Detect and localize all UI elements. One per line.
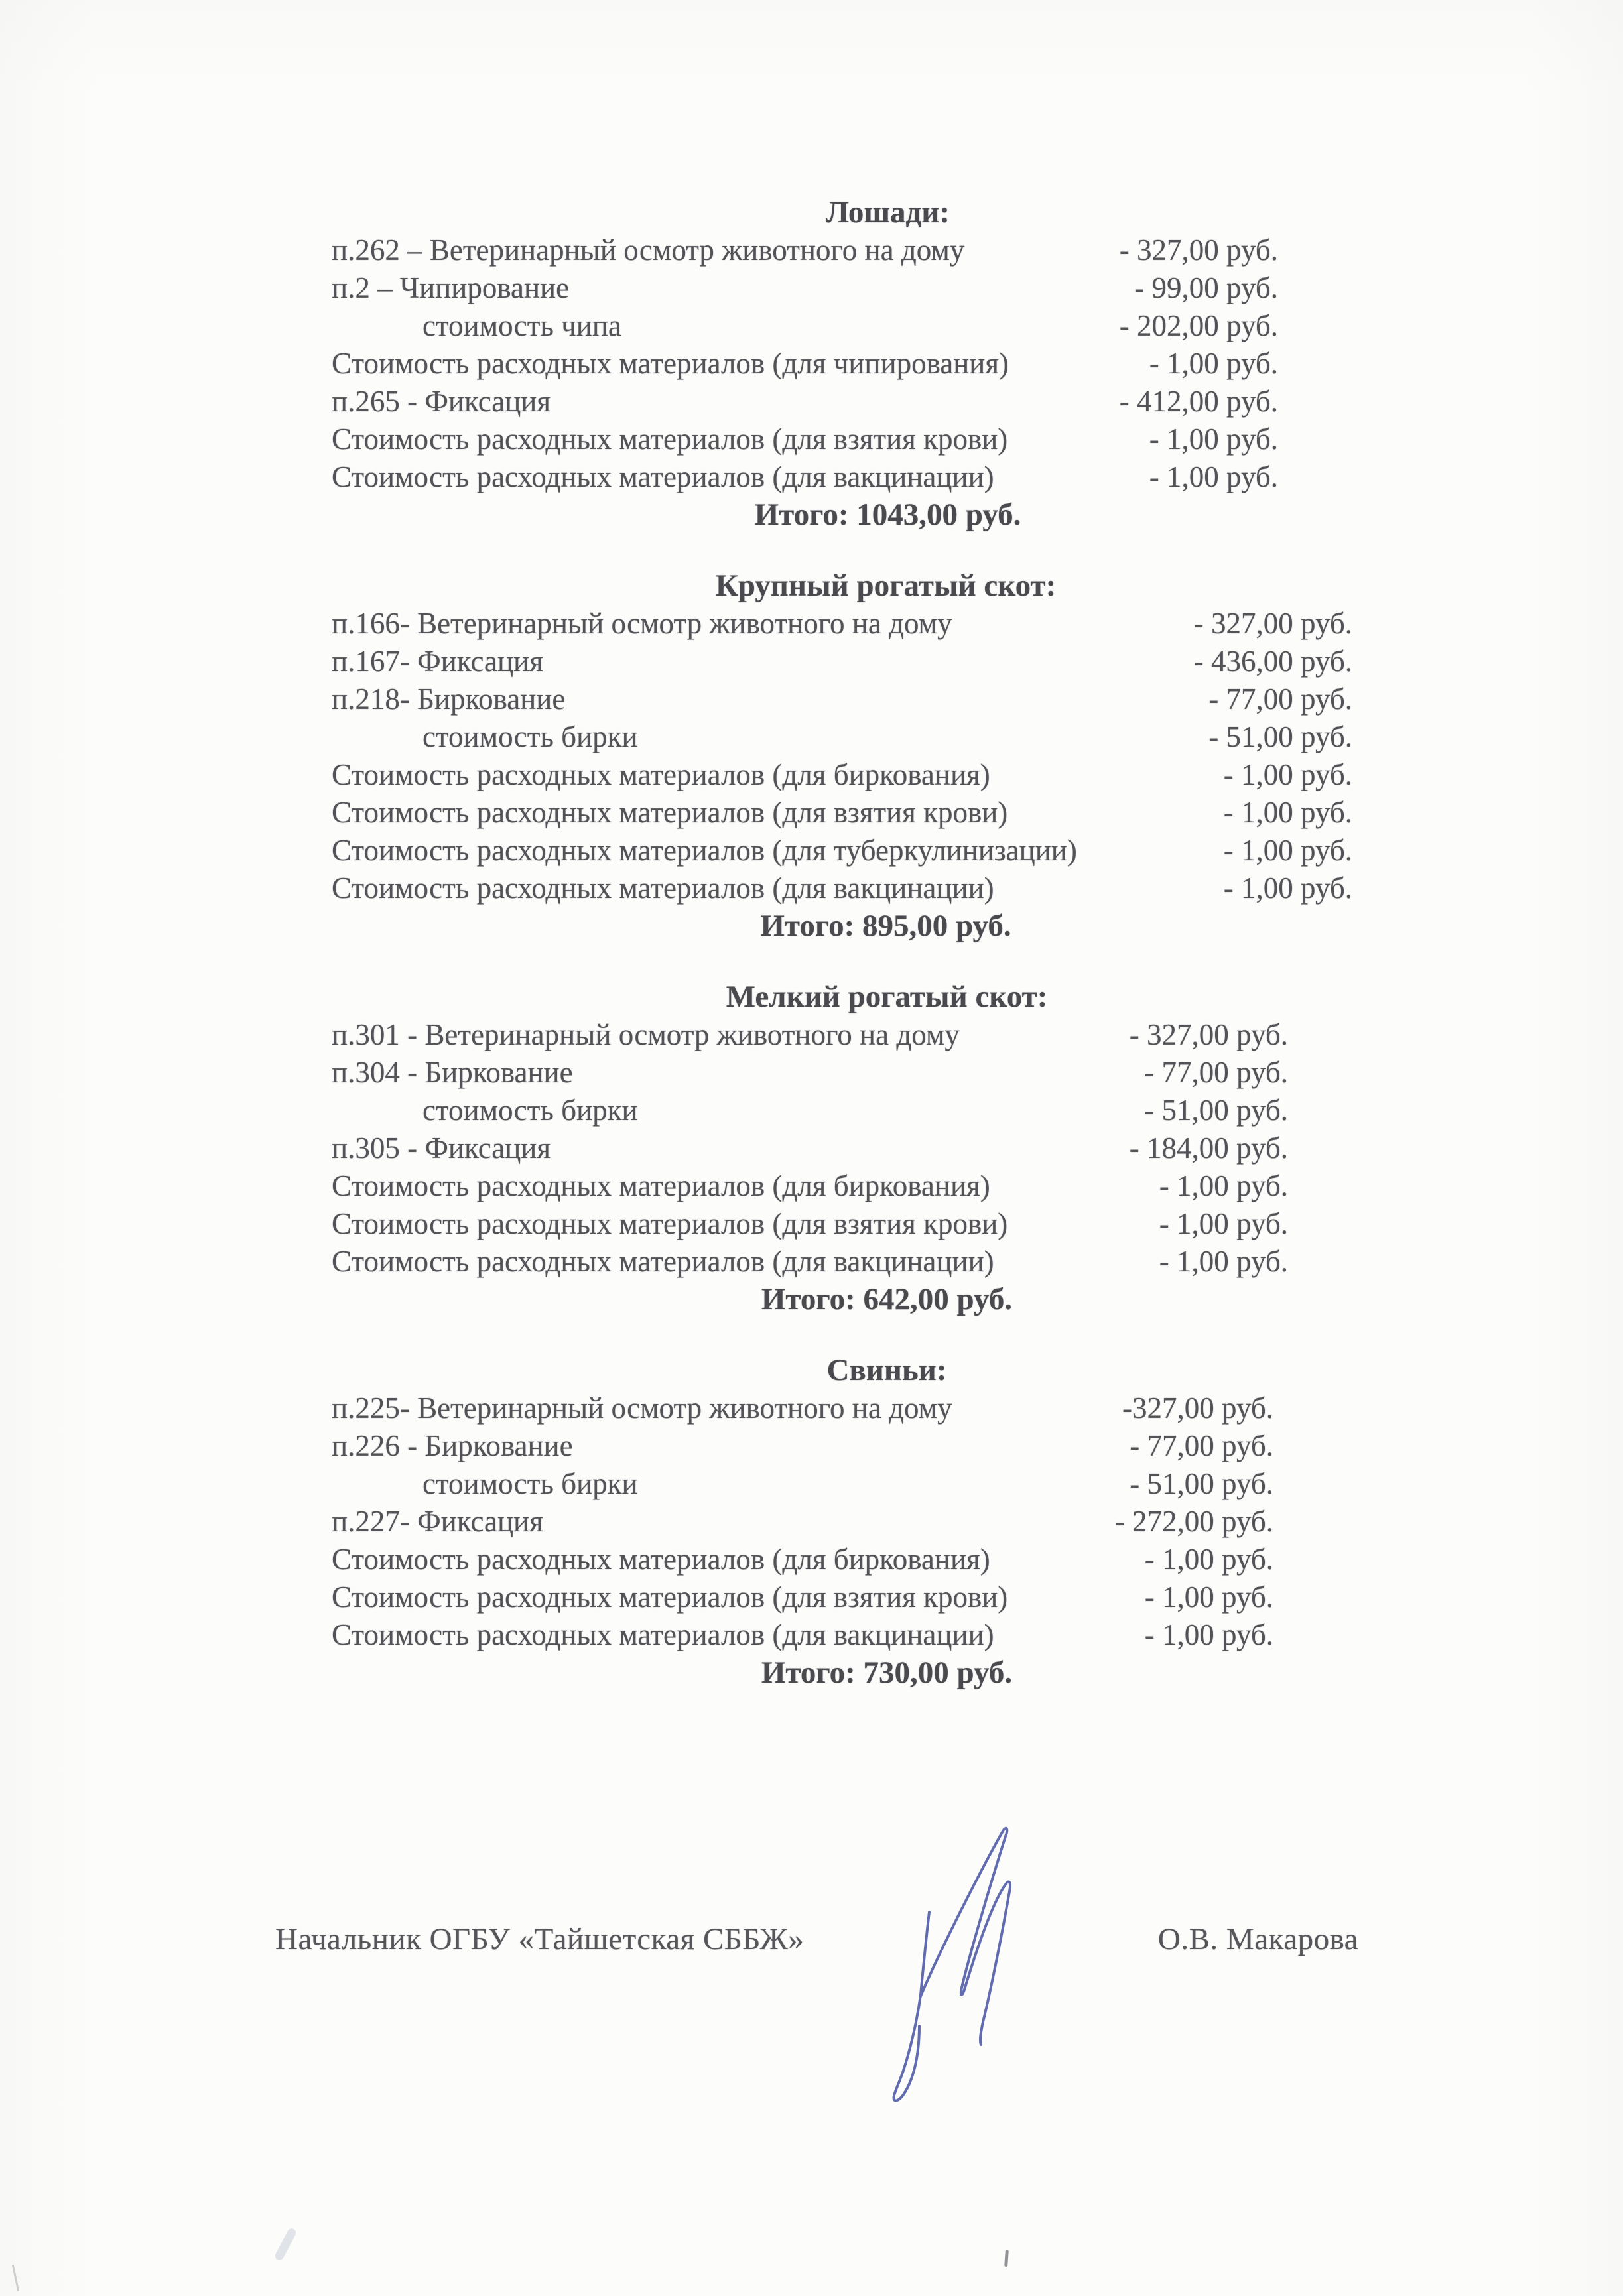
service-price: - 327,00 руб. <box>1129 1018 1288 1051</box>
service-price: - 51,00 руб. <box>1130 1467 1273 1500</box>
service-label: п.225- Ветеринарный осмотр животного на дому <box>332 1391 952 1425</box>
scan-speck <box>1004 2250 1009 2267</box>
service-label: п.167- Фиксация <box>332 645 543 678</box>
service-label: Стоимость расходных материалов (для вакцинации) <box>332 1618 994 1651</box>
section-cattle <box>332 567 1352 945</box>
section-total-text: Итого: 1043,00 руб. <box>754 497 1021 532</box>
price-row-indented <box>332 718 1352 756</box>
price-row <box>332 269 1278 307</box>
service-price: -327,00 руб. <box>1122 1391 1273 1425</box>
service-label: Стоимость расходных материалов (для биркования) <box>332 1543 990 1576</box>
service-price: - 1,00 руб. <box>1144 1543 1273 1576</box>
service-label: Стоимость расходных материалов (для вакцинации) <box>332 460 994 493</box>
price-row-indented <box>332 307 1278 345</box>
price-row <box>332 756 1352 794</box>
service-label: Стоимость расходных материалов (для взятия крови) <box>332 422 1008 456</box>
section-title-text: Крупный рогатый скот: <box>715 568 1057 603</box>
service-label: п.2 – Чипирование <box>332 271 570 304</box>
service-price: - 77,00 руб. <box>1208 682 1352 716</box>
signatory-position: Начальник ОГБУ «Тайшетская СББЖ» <box>275 1922 805 1956</box>
service-label: п.227- Фиксация <box>332 1505 543 1538</box>
price-row <box>332 1243 1288 1281</box>
service-price: - 1,00 руб. <box>1223 871 1352 905</box>
service-price: - 436,00 руб. <box>1193 645 1352 678</box>
service-label: Стоимость расходных материалов (для вакцинации) <box>332 1245 994 1278</box>
service-price: - 1,00 руб. <box>1223 758 1352 791</box>
price-list <box>332 194 1352 1725</box>
price-row <box>332 231 1278 269</box>
service-label: п.265 - Фиксация <box>332 385 551 418</box>
service-price: - 412,00 руб. <box>1119 385 1278 418</box>
service-label: Стоимость расходных материалов (для чипирования) <box>332 347 1009 380</box>
service-label: Стоимость расходных материалов (для туберкулинизации) <box>332 834 1077 867</box>
service-price: - 51,00 руб. <box>1208 720 1352 753</box>
section-horses-total <box>332 496 1278 534</box>
service-label: Стоимость расходных материалов (для взятия крови) <box>332 796 1008 829</box>
service-label: п.305 - Фиксация <box>332 1131 551 1165</box>
price-row <box>332 458 1278 496</box>
service-price: - 202,00 руб. <box>1119 309 1278 342</box>
section-pigs <box>332 1352 1273 1692</box>
price-row <box>332 345 1278 383</box>
section-title-text: Лошади: <box>825 195 950 229</box>
service-price: - 77,00 руб. <box>1144 1056 1288 1089</box>
service-price: - 1,00 руб. <box>1159 1245 1288 1278</box>
service-price: - 77,00 руб. <box>1130 1429 1273 1462</box>
service-price: - 51,00 руб. <box>1144 1094 1288 1127</box>
price-row <box>332 1016 1288 1054</box>
price-row <box>332 1167 1288 1205</box>
service-label: п.218- Биркование <box>332 682 566 716</box>
section-small-cattle-title <box>332 978 1288 1016</box>
price-row <box>332 794 1352 832</box>
service-label: Стоимость расходных материалов (для биркования) <box>332 758 990 791</box>
service-price: - 1,00 руб. <box>1149 422 1278 456</box>
service-price: - 1,00 руб. <box>1159 1169 1288 1202</box>
service-price: - 327,00 руб. <box>1119 233 1278 267</box>
service-label: п.226 - Биркование <box>332 1429 573 1462</box>
scan-smudge <box>274 2227 298 2262</box>
price-row <box>332 832 1352 869</box>
section-total-text: Итого: 895,00 руб. <box>760 909 1011 943</box>
service-label: п.166- Ветеринарный осмотр животного на дому <box>332 607 952 640</box>
service-price: - 1,00 руб. <box>1144 1618 1273 1651</box>
price-row <box>332 605 1352 643</box>
price-row <box>332 680 1352 718</box>
handwritten-signature-icon <box>885 1824 1021 2106</box>
service-label: стоимость бирки <box>422 1467 638 1500</box>
service-price: - 1,00 руб. <box>1144 1580 1273 1614</box>
service-label: п.304 - Биркование <box>332 1056 573 1089</box>
section-pigs-total <box>332 1654 1273 1692</box>
service-label: стоимость чипа <box>422 309 621 342</box>
service-label: Стоимость расходных материалов (для вакцинации) <box>332 871 994 905</box>
service-price: - 1,00 руб. <box>1149 347 1278 380</box>
section-title-text: Мелкий рогатый скот: <box>726 980 1048 1014</box>
price-row <box>332 869 1352 907</box>
section-cattle-total <box>332 907 1352 945</box>
price-row <box>332 1427 1273 1465</box>
signature-block <box>275 1921 1358 1958</box>
section-pigs-title <box>332 1352 1273 1389</box>
price-row <box>332 1503 1273 1541</box>
price-row <box>332 1054 1288 1092</box>
section-horses <box>332 194 1278 534</box>
section-small-cattle-total <box>332 1281 1288 1318</box>
service-price: - 1,00 руб. <box>1159 1207 1288 1240</box>
service-label: стоимость бирки <box>422 720 638 753</box>
section-horses-title <box>332 194 1278 231</box>
price-row <box>332 1616 1273 1654</box>
service-label: Стоимость расходных материалов (для биркования) <box>332 1169 990 1202</box>
price-row-indented <box>332 1465 1273 1503</box>
service-price: - 1,00 руб. <box>1223 796 1352 829</box>
service-price: - 272,00 руб. <box>1114 1505 1273 1538</box>
scan-edge-mark <box>12 2265 19 2291</box>
section-cattle-title <box>332 567 1352 605</box>
price-row <box>332 1578 1273 1616</box>
service-price: - 99,00 руб. <box>1134 271 1278 304</box>
service-label: стоимость бирки <box>422 1094 638 1127</box>
section-title-text: Свиньи: <box>826 1353 947 1387</box>
price-row <box>332 1205 1288 1243</box>
signatory-name: О.В. Макарова <box>1157 1922 1358 1956</box>
service-price: - 1,00 руб. <box>1149 460 1278 493</box>
service-label: Стоимость расходных материалов (для взятия крови) <box>332 1207 1008 1240</box>
section-total-text: Итого: 730,00 руб. <box>761 1655 1013 1690</box>
service-price: - 327,00 руб. <box>1193 607 1352 640</box>
section-total-text: Итого: 642,00 руб. <box>761 1282 1013 1316</box>
service-label: п.262 – Ветеринарный осмотр животного на дому <box>332 233 965 267</box>
service-label: Стоимость расходных материалов (для взятия крови) <box>332 1580 1008 1614</box>
price-row <box>332 1389 1273 1427</box>
service-price: - 184,00 руб. <box>1129 1131 1288 1165</box>
price-row-indented <box>332 1092 1288 1129</box>
price-row <box>332 1129 1288 1167</box>
service-price: - 1,00 руб. <box>1223 834 1352 867</box>
price-row <box>332 420 1278 458</box>
service-label: п.301 - Ветеринарный осмотр животного на дому <box>332 1018 960 1051</box>
price-row <box>332 1541 1273 1578</box>
price-row <box>332 383 1278 420</box>
section-small-cattle <box>332 978 1288 1318</box>
price-row <box>332 643 1352 680</box>
